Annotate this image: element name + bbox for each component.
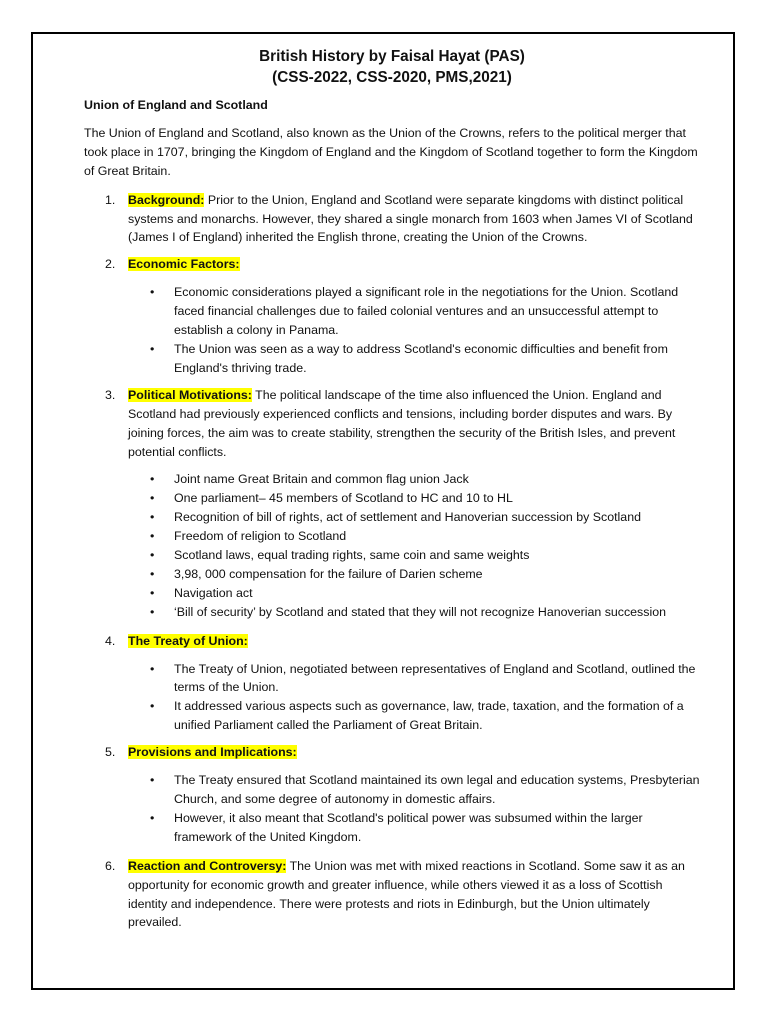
item-number: 4. — [105, 633, 116, 648]
highlighted-label: The Treaty of Union: — [128, 633, 248, 648]
bullet-list — [128, 660, 700, 736]
bullet-item: • It addressed various aspects such as governance, law, trade, taxation, and the formation of a unified Parliament called the Parliament of Great Britain. — [128, 697, 700, 735]
bullet-item: • Freedom of religion to Scotland — [128, 527, 700, 546]
item-number: 3. — [105, 387, 116, 402]
list-item-economic-factors — [84, 255, 700, 377]
bullet-item: • One parliament– 45 members of Scotland to HC and 10 to HL — [128, 489, 700, 508]
highlighted-label: Reaction and Controversy: — [128, 858, 287, 873]
list-item-background — [84, 191, 700, 248]
item-text: Prior to the Union, England and Scotland were separate kingdoms with distinct political systems and monarchs. However, they shared a single monarch from 1603 when James VI of Scotland (James I of England) inherited the English throne, creating the Union of the Crowns. — [128, 192, 693, 245]
highlighted-label: Provisions and Implications: — [128, 745, 297, 760]
bullet-item: • Recognition of bill of rights, act of settlement and Hanoverian succession by Scotland — [128, 508, 700, 527]
section-heading: Union of England and Scotland — [84, 98, 268, 112]
list-item-reaction-and-controversy — [84, 857, 700, 933]
bullet-item: • However, it also meant that Scotland's political power was subsumed within the larger framework of the United Kingdom. — [128, 809, 700, 847]
bullet-list — [128, 470, 700, 621]
bullet-item: • The Treaty ensured that Scotland maintained its own legal and education systems, Presbyterian Church, and some degree of autonomy in domestic affairs. — [128, 771, 700, 809]
bullet-item: • The Union was seen as a way to address Scotland's economic difficulties and benefit from England's thriving trade. — [128, 340, 700, 378]
item-text: The political landscape of the time also influenced the Union. England and Scotland had previously experienced conflicts and tensions, including border disputes and wars. By joining forces, the aim was to create stability, strengthen the security of the British Isles, and prevent potential conflicts. — [128, 387, 676, 459]
item-number: 6. — [105, 858, 116, 873]
item-number: 2. — [105, 257, 116, 272]
highlighted-label: Background: — [128, 192, 205, 207]
list-item-political-motivations — [84, 386, 700, 622]
item-number: 5. — [105, 745, 116, 760]
numbered-list — [84, 191, 700, 933]
item-text: The Union was met with mixed reactions in Scotland. Some saw it as an opportunity for economic growth and greater influence, while others viewed it as a loss of Scottish identity and independence. There were protests and riots in Edinburgh, but the Union ultimately prevailed. — [128, 858, 685, 930]
bullet-list — [128, 771, 700, 847]
highlighted-label: Economic Factors: — [128, 257, 240, 272]
item-number: 1. — [105, 192, 116, 207]
bullet-item: • ‘Bill of security’ by Scotland and stated that they will not recognize Hanoverian succession — [128, 603, 700, 622]
document-body — [84, 46, 700, 940]
bullet-list — [128, 283, 700, 378]
document-title — [84, 46, 700, 88]
highlighted-label: Political Motivations: — [128, 387, 252, 402]
bullet-item: • Scotland laws, equal trading rights, same coin and same weights — [128, 546, 700, 565]
title-line-2: (CSS-2022, CSS-2020, PMS,2021) — [272, 69, 512, 86]
bullet-item: • Economic considerations played a significant role in the negotiations for the Union. Scotland faced financial challenges due to failed colonial ventures and an unsuccessful attempt to establish a colony in Panama. — [128, 283, 700, 340]
bullet-item: • 3,98, 000 compensation for the failure of Darien scheme — [128, 565, 700, 584]
bullet-item: • Navigation act — [128, 584, 700, 603]
bullet-item: • The Treaty of Union, negotiated between representatives of England and Scotland, outlined the terms of the Union. — [128, 660, 700, 698]
list-item-provisions-and-implications — [84, 743, 700, 847]
title-line-1: British History by Faisal Hayat (PAS) — [259, 48, 525, 65]
intro-paragraph: The Union of England and Scotland, also known as the Union of the Crowns, refers to the political merger that took place in 1707, bringing the Kingdom of England and the Kingdom of Scotland together to form the Kingdom of Great Britain. — [84, 125, 698, 178]
list-item-treaty-of-union — [84, 632, 700, 736]
bullet-item: • Joint name Great Britain and common flag union Jack — [128, 470, 700, 489]
